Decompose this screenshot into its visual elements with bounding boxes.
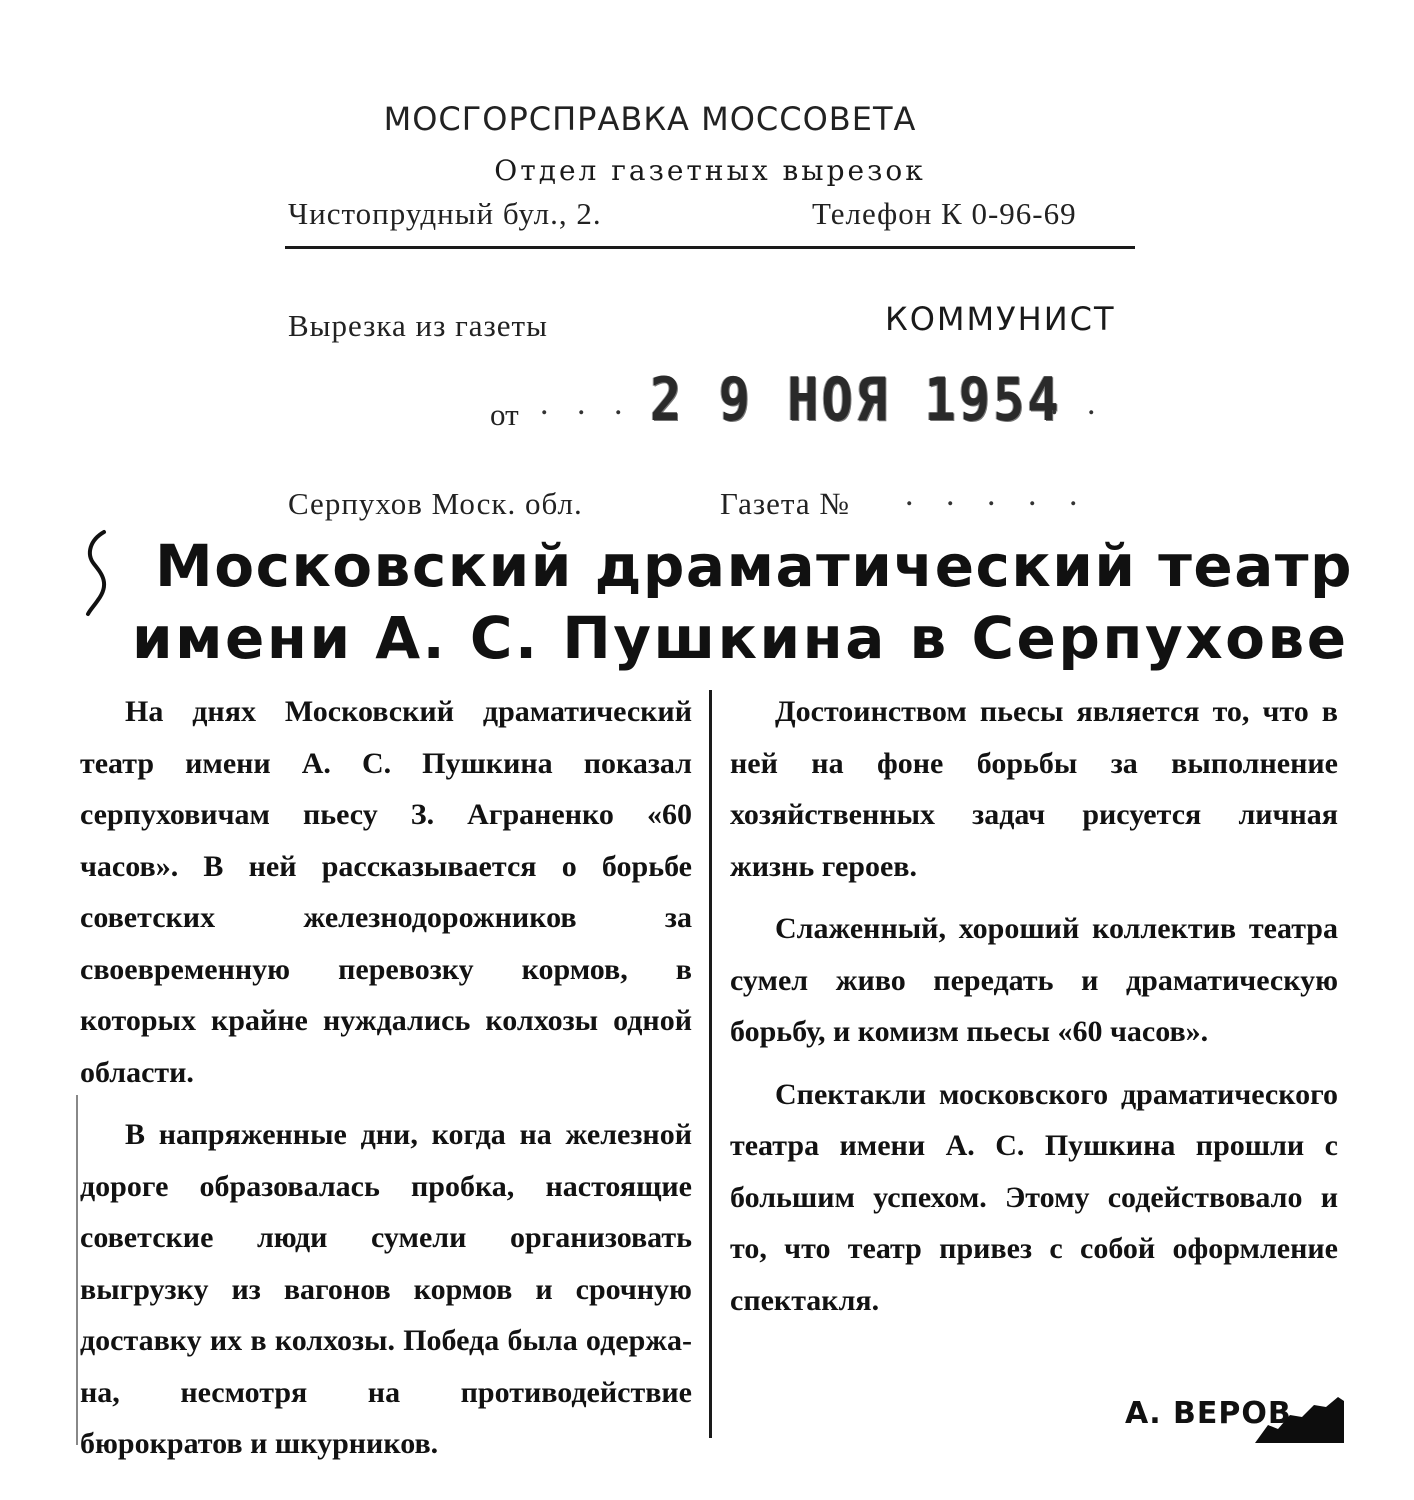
headline-line-2: имени А. С. Пушкина в Серпухове bbox=[132, 604, 1349, 672]
column-divider bbox=[709, 690, 712, 1438]
paragraph: На днях Московский драматический театр имени А. С. Пушкина показал серпуховичам пьесу З. Аграненко «60 часов». В ней рассказывается о борьбе советских железнодорожников за своевременную перевозку кормов, в которых крайне нуждались колхозы одной области. bbox=[80, 695, 692, 1089]
cutting-label: Вырезка из газеты bbox=[288, 308, 548, 343]
phone-number: Телефон К 0-96-69 bbox=[812, 196, 1077, 231]
date-dots-after: . . bbox=[1050, 385, 1106, 422]
gazeta-number-dots: . . . . . bbox=[905, 476, 1090, 513]
headline-line-1: Московский драматический театр bbox=[155, 532, 1353, 600]
city-region: Серпухов Моск. обл. bbox=[288, 486, 583, 521]
paragraph: В напряженные дни, когда на железной дороге образовалась пробка, настоящие советские люди сумели организовать выгрузку из вагонов кормов и срочную доставку их в колхозы. Победа была одержана, несмотря на противодействие бюрократов и шкурников. bbox=[80, 1118, 692, 1460]
newspaper-name: КОММУНИСТ bbox=[885, 300, 1116, 338]
paragraph: Достоинством пьесы является то, что в ней на фоне борьбы за выполнение хозяйственных задач рисуется личная жизнь героев. bbox=[730, 695, 1338, 883]
address: Чистопрудный бул., 2. bbox=[288, 196, 602, 231]
date-from-label: от bbox=[490, 397, 519, 432]
stamped-date: 2 9 НОЯ 1954 bbox=[650, 366, 1062, 435]
date-dots-before: . . . bbox=[540, 385, 633, 422]
org-title: МОСГОРСПРАВКА МОССОВЕТА bbox=[383, 100, 917, 138]
paragraph: Спектакли московского драматического театра имени А. С. Пушкина прошли с большим успехом. Этому содействовало и то, что театр привез с собой оформление спектакля. bbox=[730, 1077, 1338, 1317]
gazeta-number-label: Газета № bbox=[720, 486, 850, 521]
paragraph: Слаженный, хороший коллектив театра сумел живо передать и драматическую борьбу, и комизм пьесы «60 часов». bbox=[730, 912, 1338, 1048]
ink-smudge bbox=[1250, 1395, 1345, 1445]
header-divider bbox=[285, 246, 1135, 249]
department-name: Отдел газетных вырезок bbox=[494, 154, 926, 187]
author-byline: А. ВЕРОВ bbox=[1125, 1396, 1292, 1431]
clipping-edge bbox=[76, 1095, 78, 1445]
article-right-column bbox=[730, 686, 1338, 1326]
handwritten-margin-mark bbox=[80, 528, 120, 618]
article-left-column bbox=[80, 686, 692, 1470]
